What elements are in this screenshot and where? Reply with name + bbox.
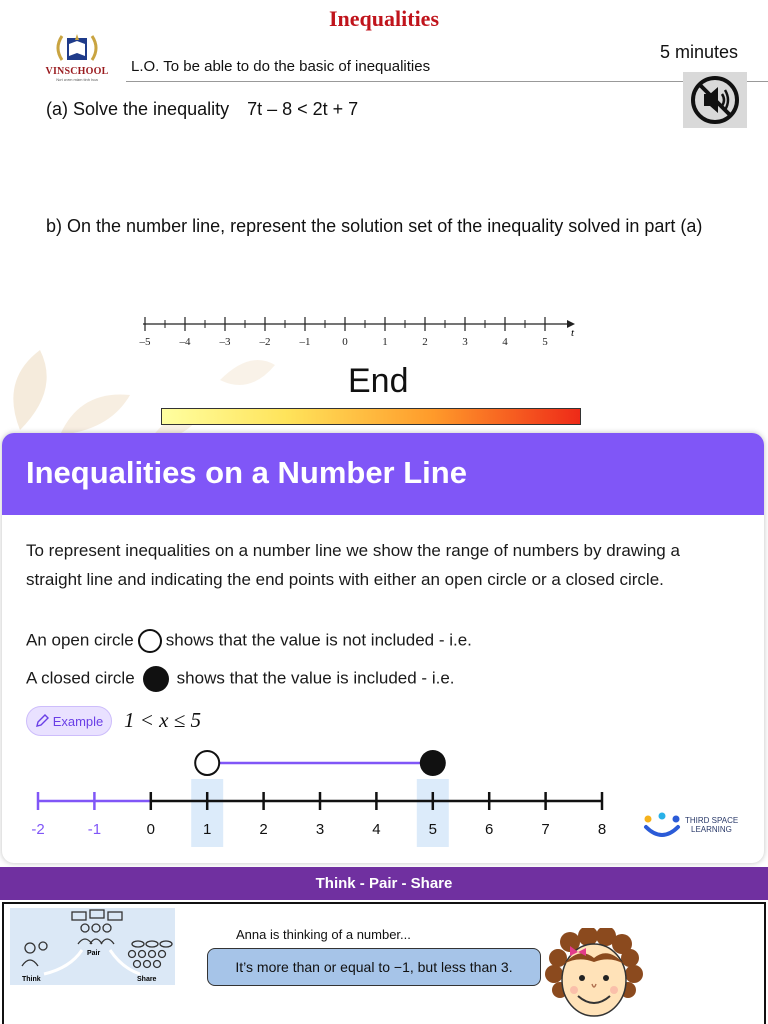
top-number-line-label: –1 [299, 336, 311, 348]
number-line-label: 1 [203, 821, 212, 838]
learning-objective: L.O. To be able to do the basic of inequalities [131, 58, 431, 75]
brand-line-1: THIRD SPACE [685, 816, 739, 825]
open-circle-prefix: An open circle [26, 630, 134, 650]
card-title: Inequalities on a Number Line [26, 455, 467, 490]
think-pair-share-bar: Think - Pair - Share [0, 867, 768, 900]
question-a [46, 99, 358, 120]
number-line-label: 3 [315, 821, 325, 838]
think-label: Think [22, 976, 41, 983]
number-line-label: 7 [541, 821, 550, 838]
open-circle-explanation [26, 629, 472, 653]
closed-endpoint [420, 750, 446, 776]
leaf-decoration-icon [0, 340, 300, 440]
number-line-label: 5 [428, 821, 437, 838]
number-line-label: 8 [597, 821, 607, 838]
timer-progress-bar [161, 408, 581, 425]
example-number-line [22, 743, 622, 853]
example-label: Example [52, 713, 104, 729]
inequalities-card [2, 433, 764, 863]
school-name: VINSCHOOL [45, 66, 109, 77]
time-limit: 5 minutes [660, 42, 739, 62]
think-pair-share-illustration [10, 908, 175, 985]
header-divider [126, 81, 768, 82]
card-header [2, 433, 764, 515]
card-explanation: To represent inequalities on a number line we show the range of numbers by drawing a straight line and indicating the end points with either an open circle or a closed circle. [26, 541, 680, 589]
number-line-label: 6 [485, 821, 494, 838]
example-expression: 1 < x ≤ 5 [124, 708, 202, 732]
top-number-line-label: 5 [542, 336, 548, 348]
girl-face-icon [540, 928, 648, 1024]
top-number-line-label: –3 [219, 336, 231, 348]
open-circle-suffix: shows that the value is not included - i.e. [165, 630, 472, 650]
closed-circle-icon [143, 666, 169, 692]
number-line-label: -1 [87, 821, 102, 838]
top-number-line-label: –2 [259, 336, 271, 348]
number-line-label: 0 [146, 821, 155, 838]
third-space-learning-logo [642, 811, 752, 841]
people-discussion-icon [10, 908, 175, 985]
question-b: b) On the number line, represent the solution set of the inequality solved in part (a) [46, 216, 703, 236]
closed-circle-explanation [26, 666, 455, 692]
top-number-line-label: –4 [179, 336, 191, 348]
open-endpoint [195, 751, 219, 775]
closed-circle-suffix: shows that the value is included - i.e. [176, 668, 455, 688]
question-a-expression: 7t – 8 < 2t + 7 [247, 99, 359, 119]
speech-bubble: It’s more than or equal to −1, but less than 3. [207, 948, 541, 986]
share-label: Share [137, 976, 157, 983]
number-line-variable: t [571, 327, 575, 339]
top-number-line-label: 4 [502, 336, 508, 348]
question-a-label: (a) Solve the inequality [46, 99, 230, 119]
number-line-label: 2 [259, 821, 268, 838]
pencil-icon [35, 714, 49, 728]
end-label: End [348, 362, 409, 400]
number-line-label: 4 [372, 821, 381, 838]
anna-prompt: Anna is thinking of a number... [236, 927, 411, 942]
school-slogan: Nơi ươm mầm tinh hoa [56, 77, 98, 82]
worksheet-title: Inequalities [328, 6, 440, 31]
number-line-label: -2 [31, 821, 45, 838]
top-number-line-label: 1 [382, 336, 388, 348]
speaker-muted-icon [683, 72, 747, 128]
closed-circle-prefix: A closed circle [26, 668, 135, 688]
answer-number-line[interactable] [135, 310, 585, 355]
example-badge[interactable] [26, 706, 112, 736]
open-circle-icon [138, 629, 162, 653]
top-number-line-label: 0 [342, 336, 348, 348]
top-number-line-label: 2 [422, 336, 428, 348]
top-number-line-label: 3 [462, 336, 468, 348]
third-space-learning-logo-icon [642, 811, 682, 841]
top-number-line-label: –5 [139, 336, 151, 348]
speaker-muted-button[interactable] [683, 72, 747, 128]
pair-label: Pair [87, 950, 101, 957]
brand-line-2: LEARNING [691, 825, 732, 834]
